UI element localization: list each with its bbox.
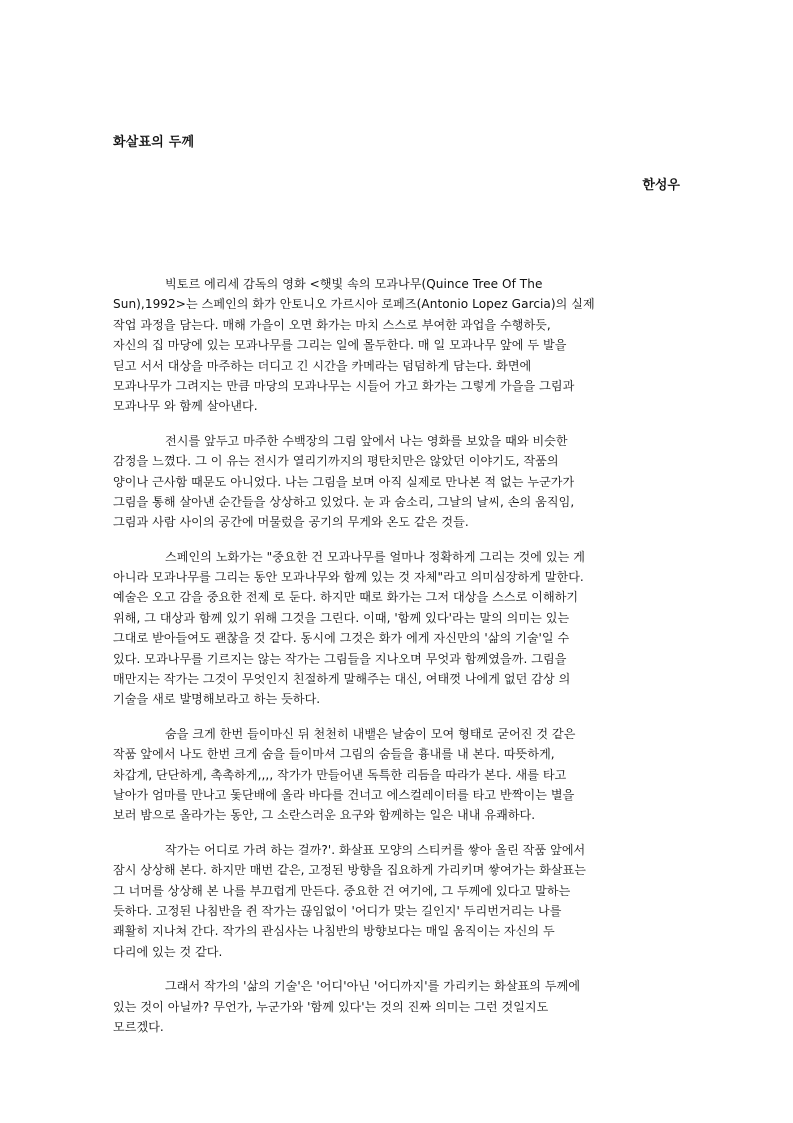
paragraph-line: 아니라 모과나무를 그리는 동안 모과나무와 함께 있는 것 자체"라고 의미심장하게 말한다. — [113, 570, 584, 585]
paragraph-line: 위해, 그 대상과 함께 있기 위해 그것을 그린다. 이때, '함께 있다'라는 말의 의미는 있는 — [113, 610, 570, 625]
paragraph-line: 양이나 근사함 때문도 아니었다. 나는 그림을 보며 아직 실제로 만나본 적 없는 누군가가 — [113, 474, 575, 489]
paragraph-2 — [113, 431, 661, 533]
paragraph-line: 모르겠다. — [113, 1019, 164, 1034]
paragraph-line: 다리에 있는 것 같다. — [113, 944, 223, 959]
paragraph-line: 그대로 받아들여도 괜찮을 것 같다. 동시에 그것은 화가 에게 자신만의 '삶의 기술'일 수 — [113, 631, 570, 646]
paragraph-line: 스페인의 노화가는 "중요한 건 모과나무를 얼마나 정확하게 그리는 것에 있는 게 — [165, 549, 585, 564]
paragraph-line: 있다. 모과나무를 기르지는 않는 작가는 그림들을 지나오며 무엇과 함께였을까. 그림을 — [113, 651, 567, 666]
paragraph-line: 그림과 사람 사이의 공간에 머물렀을 공기의 무게와 온도 같은 것들. — [113, 515, 469, 530]
paragraph-line: 날아가 엄마를 만나고 돛단배에 올라 바다를 건너고 에스컬레이터를 타고 반짝이는 별을 — [113, 787, 575, 802]
paragraph-line: 딛고 서서 대상을 마주하는 더디고 긴 시간을 카메라는 덤덤하게 담는다. 화면에 — [113, 358, 532, 373]
paragraph-line: 예술은 오고 감을 중요한 전제 로 둔다. 하지만 때로 화가는 그저 대상을 스스로 이해하기 — [113, 590, 579, 605]
paragraph-line: 듯하다. 고정된 나침반을 쥔 작가는 끊임없이 '어디가 맞는 길인지' 두리번거리는 나를 — [113, 903, 562, 918]
author-name: 한성우 — [642, 178, 680, 193]
paragraph-line: Sun),1992>는 스페인의 화가 안토니오 가르시아 로페즈(Antonio Lopez Garcia)의 실제 — [113, 297, 595, 312]
paragraph-line: 그 너머를 상상해 본 나를 부끄럽게 만든다. 중요한 건 여기에, 그 두께에 있다고 말하는 — [113, 883, 571, 898]
paragraph-3 — [113, 547, 661, 710]
paragraph-6 — [113, 976, 661, 1037]
paragraph-line: 숨을 크게 한번 들이마신 뒤 천천히 내뱉은 날숨이 모여 형태로 굳어진 것 같은 — [165, 726, 576, 741]
paragraph-line: 기술을 새로 발명해보라고 하는 듯하다. — [113, 692, 321, 707]
paragraph-4 — [113, 724, 661, 826]
paragraph-line: 쾌활히 지나쳐 간다. 작가의 관심사는 나침반의 방향보다는 매일 움직이는 자신의 두 — [113, 924, 555, 939]
paragraph-line: 자신의 집 마당에 있는 모과나무를 그리는 일에 몰두한다. 매 일 모과나무 앞에 두 발을 — [113, 338, 567, 353]
paragraph-line: 작업 과정을 담는다. 매해 가을이 오면 화가는 마치 스스로 부여한 과업을 수행하듯, — [113, 317, 551, 332]
paragraph-line: 보러 밤으로 올라가는 동안, 그 소란스러운 요구와 함께하는 일은 내내 유쾌하다. — [113, 808, 536, 823]
paragraph-line: 매만지는 작가는 그것이 무엇인지 친절하게 말해주는 대신, 여태껏 나에게 없던 감상 의 — [113, 672, 571, 687]
paragraph-line: 작품 앞에서 나도 한번 크게 숨을 들이마셔 그림의 숨들을 흉내를 내 본다. 따뜻하게, — [113, 747, 555, 762]
paragraph-line: 차갑게, 단단하게, 촉촉하게,,,, 작가가 만들어낸 독특한 리듬을 따라가 본다. 새를 타고 — [113, 767, 567, 782]
paragraph-1 — [113, 274, 661, 417]
paragraph-line: 전시를 앞두고 마주한 수백장의 그림 앞에서 나는 영화를 보았을 때와 비슷한 — [165, 433, 568, 448]
paragraph-line: 작가는 어디로 가려 하는 걸까?'. 화살표 모양의 스티커를 쌓아 올린 작품 앞에서 — [165, 842, 586, 857]
paragraph-line: 모과나무 와 함께 살아낸다. — [113, 399, 258, 414]
paragraph-line: 그림을 통해 살아낸 순간들을 상상하고 있었다. 눈 과 숨소리, 그날의 날씨, 손의 움직임, — [113, 494, 575, 509]
paragraph-line: 그래서 작가의 '삶의 기술'은 '어디'아닌 '어디까지'를 가리키는 화살표의 두께에 — [165, 979, 581, 994]
paragraph-line: 모과나무가 그려지는 만큼 마당의 모과나무는 시들어 가고 화가는 그렇게 가을을 그림과 — [113, 378, 575, 393]
paragraph-line: 있는 것이 아닐까? 무언가, 누군가와 '함께 있다'는 것의 진짜 의미는 그런 것일지도 — [113, 999, 549, 1014]
essay-body — [113, 274, 661, 1051]
document-title: 화살표의 두께 — [113, 135, 195, 150]
paragraph-line: 감정을 느꼈다. 그 이 유는 전시가 열리기까지의 평탄치만은 않았던 이야기도, 작품의 — [113, 454, 559, 469]
paragraph-line: 잠시 상상해 본다. 하지만 매번 같은, 고정된 방향을 집요하게 가리키며 쌓여가는 화살표는 — [113, 863, 586, 878]
paragraph-line: 빅토르 에리세 감독의 영화 <햇빛 속의 모과나무(Quince Tree Of The — [165, 277, 543, 291]
paragraph-5 — [113, 840, 661, 962]
